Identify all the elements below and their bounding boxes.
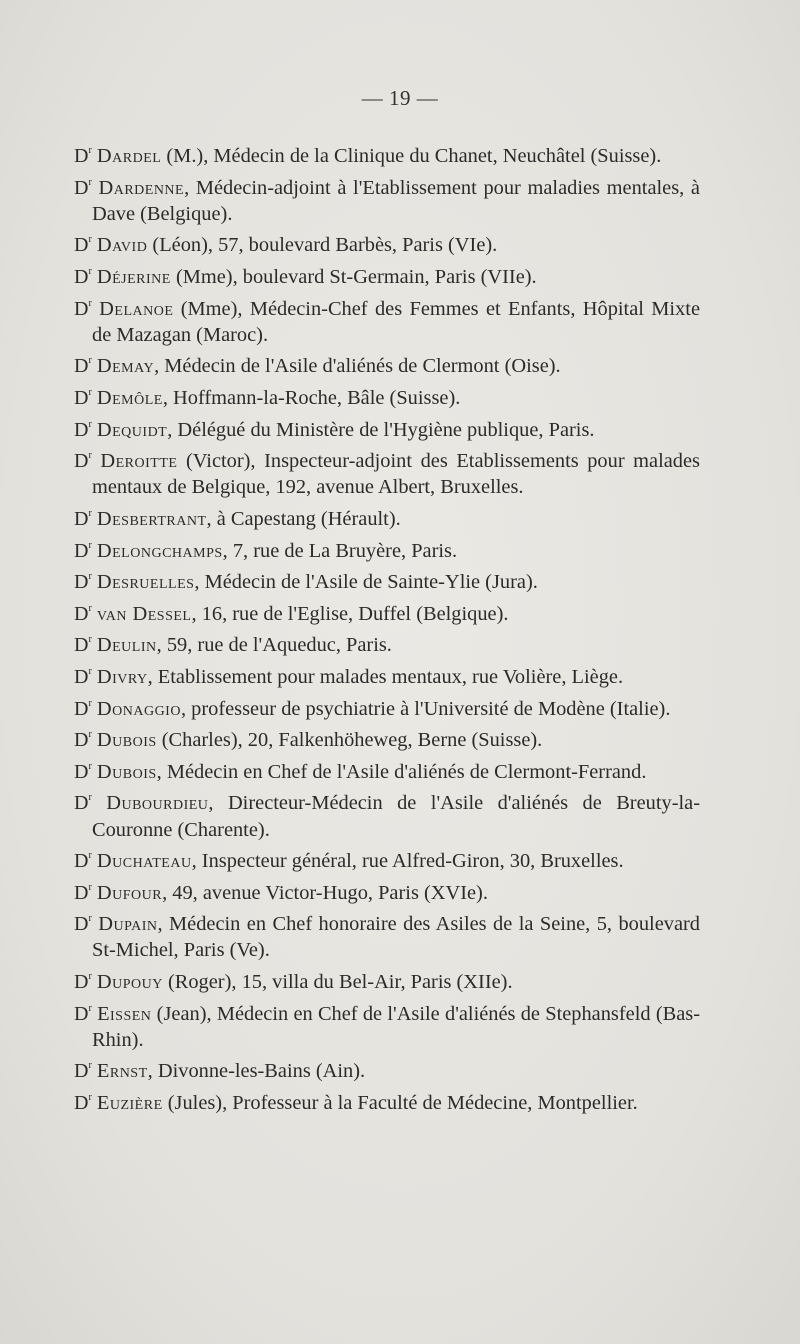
member-surname: Divry xyxy=(96,665,148,688)
title-abbrev: $D^r$ xyxy=(74,792,92,815)
title-abbrev: $D^r$ xyxy=(74,729,92,752)
member-list xyxy=(74,138,700,1117)
title-abbrev: $D^r$ xyxy=(74,1092,92,1115)
title-abbrev: $D^r$ xyxy=(74,234,92,257)
member-details: , Hoffmann-la-Roche, Bâle (Suisse). xyxy=(162,386,461,409)
member-surname: Déjerine xyxy=(96,265,171,288)
member-details: (Jules), Professeur à la Faculté de Médecine, Montpellier. xyxy=(162,1092,638,1115)
member-surname: Dupain xyxy=(98,913,158,936)
title-abbrev: $D^r$ xyxy=(74,176,92,199)
member-entry xyxy=(74,627,700,658)
title-abbrev: $D^r$ xyxy=(74,760,92,783)
title-abbrev: $D^r$ xyxy=(74,602,92,625)
member-surname: Desruelles xyxy=(96,571,195,594)
title-abbrev: $D^r$ xyxy=(74,450,92,473)
member-entry xyxy=(74,564,700,595)
member-entry xyxy=(74,138,700,169)
member-details: , 7, rue de La Bruyère, Paris. xyxy=(222,539,458,562)
member-entry xyxy=(74,1085,700,1116)
member-entry xyxy=(74,380,700,411)
member-entry xyxy=(74,785,700,842)
title-abbrev: $D^r$ xyxy=(74,881,92,904)
title-abbrev: $D^r$ xyxy=(74,539,92,562)
member-details: , Inspecteur général, rue Alfred-Giron, 30, Bruxelles. xyxy=(191,850,624,873)
member-details: , Divonne-les-Bains (Ain). xyxy=(147,1060,366,1083)
title-abbrev: $D^r$ xyxy=(74,1060,92,1083)
member-details: (M.), Médecin de la Clinique du Chanet, Neuchâtel (Suisse). xyxy=(161,145,662,167)
member-surname: Delongchamps xyxy=(96,539,223,562)
member-details: , Directeur-Médecin de l'Asile d'aliénés de Breuty-la-Couronne (Charente). xyxy=(92,792,701,841)
member-entry xyxy=(74,259,700,290)
member-entry xyxy=(74,501,700,532)
member-surname: Duchateau xyxy=(96,850,192,873)
member-surname: David xyxy=(96,234,148,257)
member-details: (Jean), Médecin en Chef de l'Asile d'aliénés de Stephansfeld (Bas-Rhin). xyxy=(92,1002,700,1051)
member-entry xyxy=(74,906,700,963)
title-abbrev: $D^r$ xyxy=(74,297,92,320)
member-details: (Mme), boulevard St-Germain, Paris (VIIe). xyxy=(170,265,537,288)
title-abbrev: $D^r$ xyxy=(74,1002,92,1025)
member-surname: Dequidt xyxy=(96,418,168,441)
title-abbrev: $D^r$ xyxy=(74,355,92,378)
member-surname: Euzière xyxy=(96,1092,163,1115)
member-entry xyxy=(74,443,700,500)
title-abbrev: $D^r$ xyxy=(74,418,92,441)
title-abbrev: $D^r$ xyxy=(74,145,92,167)
member-entry xyxy=(74,843,700,874)
member-details: , Médecin-adjoint à l'Etablissement pour maladies mentales, à Dave (Belgique). xyxy=(92,176,700,225)
member-entry xyxy=(74,170,700,227)
member-details: , professeur de psychiatrie à l'Université de Modène (Italie). xyxy=(180,697,671,720)
member-entry xyxy=(74,996,700,1053)
member-surname: Ernst xyxy=(96,1060,148,1083)
member-details: (Roger), 15, villa du Bel-Air, Paris (XIIe). xyxy=(162,971,513,994)
member-surname: Demôle xyxy=(96,386,163,409)
member-details: , 16, rue de l'Eglise, Duffel (Belgique). xyxy=(191,602,509,625)
title-abbrev: $D^r$ xyxy=(74,386,92,409)
member-details: , 49, avenue Victor-Hugo, Paris (XVIe). xyxy=(162,881,488,904)
title-abbrev: $D^r$ xyxy=(74,913,92,936)
title-abbrev: $D^r$ xyxy=(74,507,92,530)
member-entry xyxy=(74,412,700,443)
member-details: , Médecin en Chef honoraire des Asiles de la Seine, 5, boulevard St-Michel, Paris (Ve). xyxy=(92,913,700,962)
member-surname: Deroitte xyxy=(100,450,178,473)
member-surname: Deulin xyxy=(96,634,157,657)
member-surname: Dufour xyxy=(96,881,163,904)
member-entry xyxy=(74,348,700,379)
member-entry xyxy=(74,533,700,564)
member-surname: van Dessel xyxy=(96,602,192,625)
member-details: (Victor), Inspecteur-adjoint des Etablissements pour malades mentaux de Belgique, 192, avenue Albert, Bruxelles. xyxy=(92,450,700,499)
member-entry xyxy=(74,875,700,906)
member-details: , Médecin en Chef de l'Asile d'aliénés de Clermont-Ferrand. xyxy=(156,760,647,783)
member-surname: Desbertrant xyxy=(96,507,207,530)
title-abbrev: $D^r$ xyxy=(74,971,92,994)
title-abbrev: $D^r$ xyxy=(74,265,92,288)
member-surname: Demay xyxy=(96,355,155,378)
member-surname: Dupouy xyxy=(96,971,163,994)
member-details: , Médecin de l'Asile d'aliénés de Clermont (Oise). xyxy=(154,355,561,378)
member-entry xyxy=(74,1053,700,1084)
title-abbrev: $D^r$ xyxy=(74,665,92,688)
member-entry xyxy=(74,596,700,627)
member-surname: Donaggio xyxy=(96,697,181,720)
member-surname: Dardenne xyxy=(98,176,185,199)
member-details: (Mme), Médecin-Chef des Femmes et Enfants, Hôpital Mixte de Mazagan (Maroc). xyxy=(92,297,700,346)
member-details: (Léon), 57, boulevard Barbès, Paris (VIe). xyxy=(147,234,498,257)
title-abbrev: $D^r$ xyxy=(74,850,92,873)
member-details: , Délégué du Ministère de l'Hygiène publique, Paris. xyxy=(167,418,595,441)
member-details: , Etablissement pour malades mentaux, rue Volière, Liège. xyxy=(147,665,624,688)
member-entry xyxy=(74,691,700,722)
member-surname: Dubourdieu xyxy=(106,792,209,815)
member-entry xyxy=(74,291,700,348)
member-entry xyxy=(74,754,700,785)
member-details: , à Capestang (Hérault). xyxy=(206,507,401,530)
member-entry xyxy=(74,659,700,690)
member-surname: Dardel xyxy=(96,145,162,167)
member-entry xyxy=(74,964,700,995)
title-abbrev: $D^r$ xyxy=(74,697,92,720)
member-surname: Dubois xyxy=(96,760,157,783)
member-entry xyxy=(74,227,700,258)
member-entry xyxy=(74,722,700,753)
member-details: (Charles), 20, Falkenhöheweg, Berne (Suisse). xyxy=(156,729,543,752)
title-abbrev: $D^r$ xyxy=(74,634,92,657)
member-details: , 59, rue de l'Aqueduc, Paris. xyxy=(156,634,392,657)
member-details: , Médecin de l'Asile de Sainte-Ylie (Jura). xyxy=(194,571,538,594)
page-number: — 19 — xyxy=(361,86,439,110)
title-abbrev: $D^r$ xyxy=(74,571,92,594)
member-surname: Delanoe xyxy=(99,297,174,320)
member-surname: Eissen xyxy=(97,1002,152,1025)
member-surname: Dubois xyxy=(96,729,157,752)
